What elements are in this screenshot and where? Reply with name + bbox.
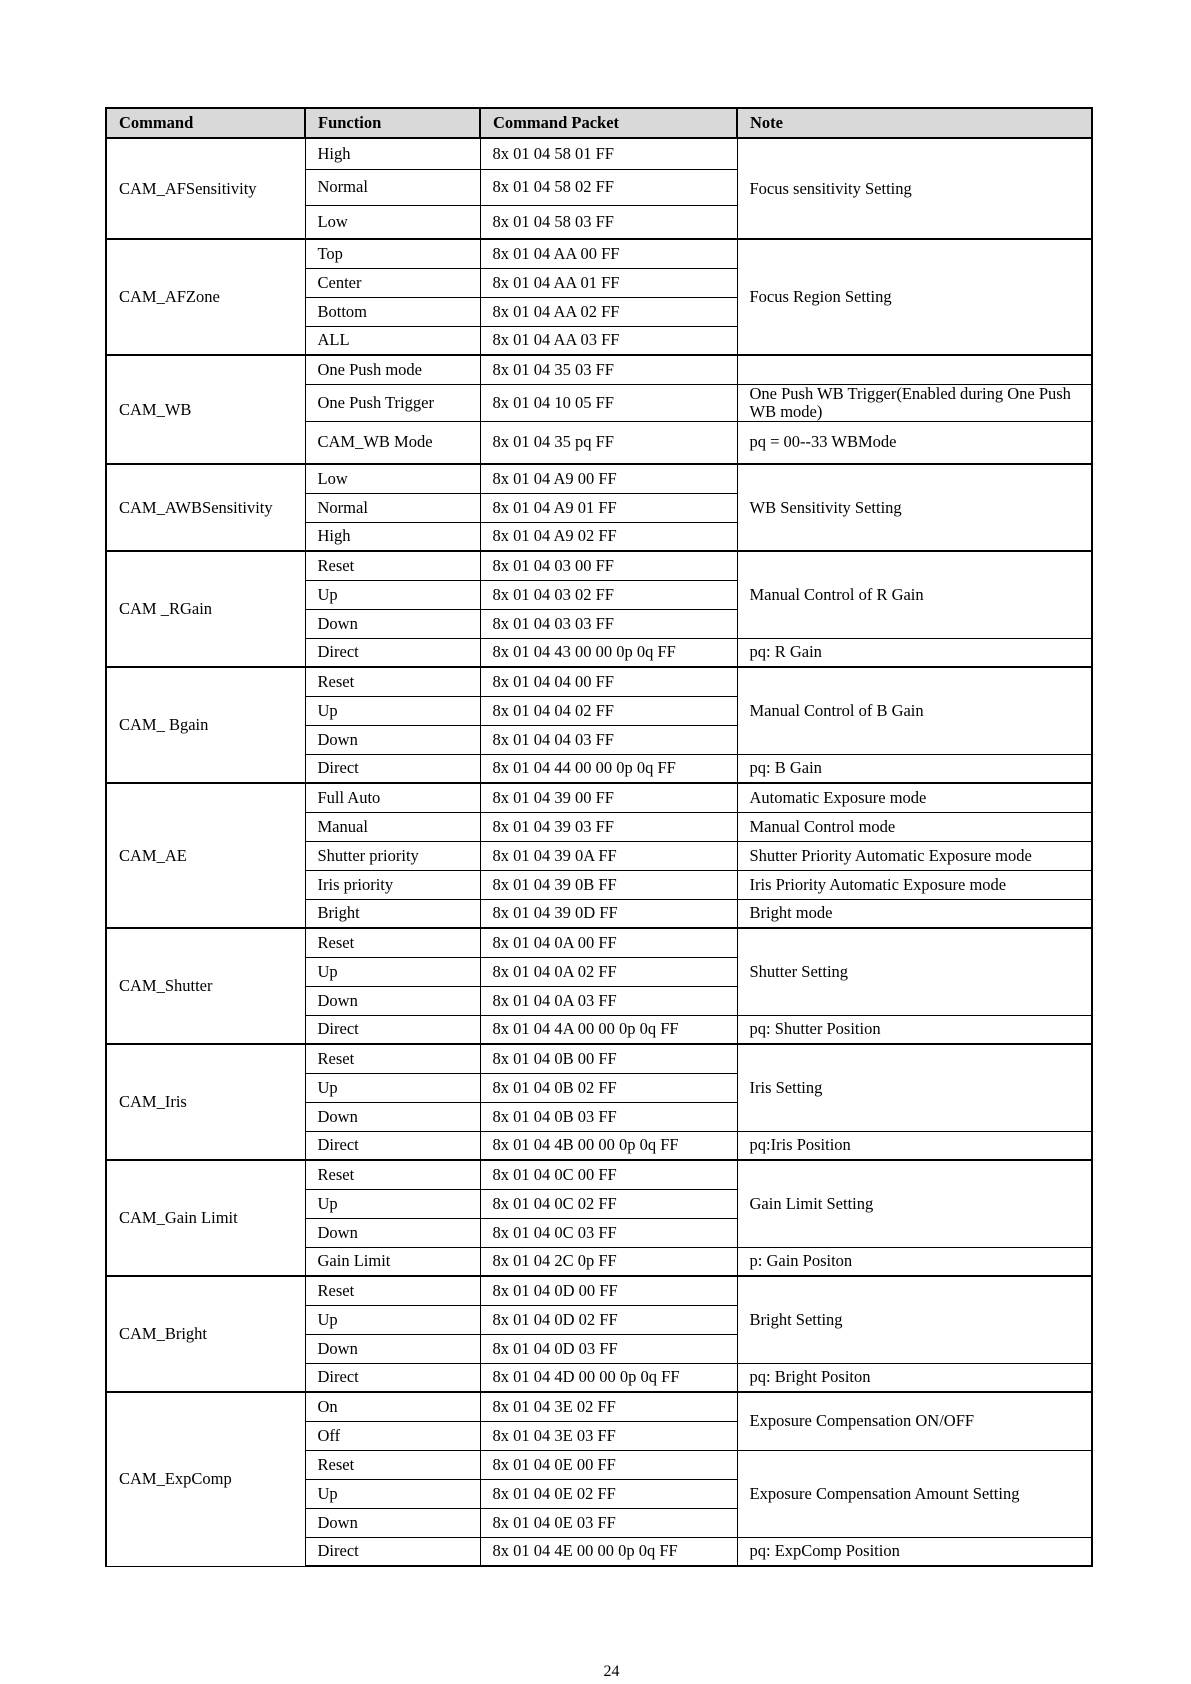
function-cell: CAM_WB Mode xyxy=(305,421,480,464)
command-packet-cell: 8x 01 04 0A 03 FF xyxy=(480,986,737,1015)
header-note: Note xyxy=(737,108,1092,138)
command-cell: CAM_AFSensitivity xyxy=(106,138,305,239)
note-cell: Iris Setting xyxy=(737,1044,1092,1131)
note-cell: Exposure Compensation Amount Setting xyxy=(737,1450,1092,1537)
function-cell: Direct xyxy=(305,1015,480,1044)
function-cell: One Push mode xyxy=(305,355,480,384)
command-packet-cell: 8x 01 04 3E 03 FF xyxy=(480,1421,737,1450)
command-table xyxy=(105,107,1093,1567)
function-cell: Direct xyxy=(305,638,480,667)
command-packet-cell: 8x 01 04 0E 00 FF xyxy=(480,1450,737,1479)
function-cell: Reset xyxy=(305,928,480,957)
note-cell: Shutter Priority Automatic Exposure mode xyxy=(737,841,1092,870)
note-cell xyxy=(737,355,1092,384)
note-cell: pq: ExpComp Position xyxy=(737,1537,1092,1566)
command-packet-cell: 8x 01 04 0E 03 FF xyxy=(480,1508,737,1537)
command-packet-cell: 8x 01 04 35 pq FF xyxy=(480,421,737,464)
table-row xyxy=(106,551,1092,580)
function-cell: Up xyxy=(305,957,480,986)
note-cell: pq:Iris Position xyxy=(737,1131,1092,1160)
command-packet-cell: 8x 01 04 0D 03 FF xyxy=(480,1334,737,1363)
command-packet-cell: 8x 01 04 03 00 FF xyxy=(480,551,737,580)
function-cell: Manual xyxy=(305,812,480,841)
note-cell: pq: Shutter Position xyxy=(737,1015,1092,1044)
command-cell: CAM_Bright xyxy=(106,1276,305,1392)
command-cell: CAM_ExpComp xyxy=(106,1392,305,1566)
note-cell: Focus sensitivity Setting xyxy=(737,138,1092,239)
command-packet-cell: 8x 01 04 03 03 FF xyxy=(480,609,737,638)
table-row xyxy=(106,1392,1092,1421)
table-row xyxy=(106,1160,1092,1189)
function-cell: Iris priority xyxy=(305,870,480,899)
function-cell: High xyxy=(305,138,480,169)
function-cell: Low xyxy=(305,205,480,239)
command-packet-cell: 8x 01 04 39 03 FF xyxy=(480,812,737,841)
function-cell: Down xyxy=(305,1218,480,1247)
command-cell: CAM_Gain Limit xyxy=(106,1160,305,1276)
note-cell: WB Sensitivity Setting xyxy=(737,464,1092,551)
command-packet-cell: 8x 01 04 0C 03 FF xyxy=(480,1218,737,1247)
note-cell: Iris Priority Automatic Exposure mode xyxy=(737,870,1092,899)
table-row xyxy=(106,667,1092,696)
function-cell: Bright xyxy=(305,899,480,928)
function-cell: Up xyxy=(305,1479,480,1508)
function-cell: Direct xyxy=(305,1363,480,1392)
command-packet-cell: 8x 01 04 0B 03 FF xyxy=(480,1102,737,1131)
command-packet-cell: 8x 01 04 43 00 00 0p 0q FF xyxy=(480,638,737,667)
command-packet-cell: 8x 01 04 AA 01 FF xyxy=(480,268,737,297)
command-packet-cell: 8x 01 04 0C 02 FF xyxy=(480,1189,737,1218)
command-packet-cell: 8x 01 04 35 03 FF xyxy=(480,355,737,384)
table-row xyxy=(106,1276,1092,1305)
header-function: Function xyxy=(305,108,480,138)
note-cell: pq: B Gain xyxy=(737,754,1092,783)
note-cell: One Push WB Trigger(Enabled during One Push WB mode) xyxy=(737,384,1092,421)
command-packet-cell: 8x 01 04 44 00 00 0p 0q FF xyxy=(480,754,737,783)
header-command-packet: Command Packet xyxy=(480,108,737,138)
command-packet-cell: 8x 01 04 AA 02 FF xyxy=(480,297,737,326)
function-cell: Center xyxy=(305,268,480,297)
function-cell: High xyxy=(305,522,480,551)
function-cell: Down xyxy=(305,725,480,754)
note-cell: Manual Control of R Gain xyxy=(737,551,1092,638)
function-cell: Up xyxy=(305,580,480,609)
note-cell: pq: Bright Positon xyxy=(737,1363,1092,1392)
command-packet-cell: 8x 01 04 0C 00 FF xyxy=(480,1160,737,1189)
function-cell: Reset xyxy=(305,667,480,696)
function-cell: Reset xyxy=(305,1044,480,1073)
command-packet-cell: 8x 01 04 04 00 FF xyxy=(480,667,737,696)
function-cell: Reset xyxy=(305,1160,480,1189)
command-packet-cell: 8x 01 04 4A 00 00 0p 0q FF xyxy=(480,1015,737,1044)
table-row xyxy=(106,239,1092,268)
command-packet-cell: 8x 01 04 04 03 FF xyxy=(480,725,737,754)
function-cell: Reset xyxy=(305,1450,480,1479)
function-cell: Down xyxy=(305,1102,480,1131)
command-packet-cell: 8x 01 04 58 03 FF xyxy=(480,205,737,239)
command-cell: CAM_AWBSensitivity xyxy=(106,464,305,551)
table-row xyxy=(106,1044,1092,1073)
page-number: 24 xyxy=(603,1663,620,1680)
table-row xyxy=(106,355,1092,384)
table-row xyxy=(106,928,1092,957)
function-cell: Down xyxy=(305,609,480,638)
note-cell: Manual Control of B Gain xyxy=(737,667,1092,754)
command-packet-cell: 8x 01 04 0A 00 FF xyxy=(480,928,737,957)
header-command: Command xyxy=(106,108,305,138)
function-cell: Normal xyxy=(305,169,480,205)
note-cell: Focus Region Setting xyxy=(737,239,1092,355)
function-cell: Direct xyxy=(305,1537,480,1566)
command-packet-cell: 8x 01 04 0D 00 FF xyxy=(480,1276,737,1305)
function-cell: Up xyxy=(305,1189,480,1218)
note-cell: Automatic Exposure mode xyxy=(737,783,1092,812)
function-cell: Gain Limit xyxy=(305,1247,480,1276)
function-cell: Down xyxy=(305,1508,480,1537)
command-packet-cell: 8x 01 04 39 0A FF xyxy=(480,841,737,870)
command-packet-cell: 8x 01 04 39 0B FF xyxy=(480,870,737,899)
command-packet-cell: 8x 01 04 39 00 FF xyxy=(480,783,737,812)
function-cell: On xyxy=(305,1392,480,1421)
function-cell: Low xyxy=(305,464,480,493)
command-packet-cell: 8x 01 04 4E 00 00 0p 0q FF xyxy=(480,1537,737,1566)
command-packet-cell: 8x 01 04 2C 0p FF xyxy=(480,1247,737,1276)
command-packet-cell: 8x 01 04 3E 02 FF xyxy=(480,1392,737,1421)
command-cell: CAM_Shutter xyxy=(106,928,305,1044)
function-cell: Up xyxy=(305,696,480,725)
note-cell: pq: R Gain xyxy=(737,638,1092,667)
function-cell: Full Auto xyxy=(305,783,480,812)
command-cell: CAM_WB xyxy=(106,355,305,464)
command-packet-cell: 8x 01 04 4D 00 00 0p 0q FF xyxy=(480,1363,737,1392)
function-cell: Off xyxy=(305,1421,480,1450)
command-cell: CAM _RGain xyxy=(106,551,305,667)
function-cell: Down xyxy=(305,986,480,1015)
table-body xyxy=(106,138,1092,1566)
table-row xyxy=(106,464,1092,493)
function-cell: Direct xyxy=(305,1131,480,1160)
note-cell: Shutter Setting xyxy=(737,928,1092,1015)
command-packet-cell: 8x 01 04 0B 00 FF xyxy=(480,1044,737,1073)
command-packet-cell: 8x 01 04 10 05 FF xyxy=(480,384,737,421)
note-cell: Gain Limit Setting xyxy=(737,1160,1092,1247)
command-packet-cell: 8x 01 04 04 02 FF xyxy=(480,696,737,725)
function-cell: Up xyxy=(305,1073,480,1102)
command-cell: CAM_Iris xyxy=(106,1044,305,1160)
command-cell: CAM_AFZone xyxy=(106,239,305,355)
command-packet-cell: 8x 01 04 AA 00 FF xyxy=(480,239,737,268)
note-cell: Manual Control mode xyxy=(737,812,1092,841)
function-cell: Top xyxy=(305,239,480,268)
function-cell: Shutter priority xyxy=(305,841,480,870)
function-cell: Normal xyxy=(305,493,480,522)
command-cell: CAM_AE xyxy=(106,783,305,928)
command-packet-cell: 8x 01 04 A9 02 FF xyxy=(480,522,737,551)
function-cell: Bottom xyxy=(305,297,480,326)
command-packet-cell: 8x 01 04 AA 03 FF xyxy=(480,326,737,355)
command-packet-cell: 8x 01 04 0D 02 FF xyxy=(480,1305,737,1334)
note-cell: Bright mode xyxy=(737,899,1092,928)
function-cell: One Push Trigger xyxy=(305,384,480,421)
function-cell: ALL xyxy=(305,326,480,355)
command-cell: CAM_ Bgain xyxy=(106,667,305,783)
table-row xyxy=(106,783,1092,812)
command-packet-cell: 8x 01 04 A9 00 FF xyxy=(480,464,737,493)
function-cell: Direct xyxy=(305,754,480,783)
command-packet-cell: 8x 01 04 A9 01 FF xyxy=(480,493,737,522)
note-cell: Bright Setting xyxy=(737,1276,1092,1363)
function-cell: Down xyxy=(305,1334,480,1363)
command-packet-cell: 8x 01 04 0A 02 FF xyxy=(480,957,737,986)
table-row xyxy=(106,138,1092,169)
command-packet-cell: 8x 01 04 58 02 FF xyxy=(480,169,737,205)
command-packet-cell: 8x 01 04 39 0D FF xyxy=(480,899,737,928)
note-cell: Exposure Compensation ON/OFF xyxy=(737,1392,1092,1450)
function-cell: Up xyxy=(305,1305,480,1334)
function-cell: Reset xyxy=(305,1276,480,1305)
note-cell: p: Gain Positon xyxy=(737,1247,1092,1276)
command-packet-cell: 8x 01 04 0B 02 FF xyxy=(480,1073,737,1102)
command-packet-cell: 8x 01 04 4B 00 00 0p 0q FF xyxy=(480,1131,737,1160)
command-packet-cell: 8x 01 04 0E 02 FF xyxy=(480,1479,737,1508)
command-packet-cell: 8x 01 04 58 01 FF xyxy=(480,138,737,169)
command-packet-cell: 8x 01 04 03 02 FF xyxy=(480,580,737,609)
function-cell: Reset xyxy=(305,551,480,580)
table-header-row xyxy=(106,108,1092,138)
note-cell: pq = 00--33 WBMode xyxy=(737,421,1092,464)
